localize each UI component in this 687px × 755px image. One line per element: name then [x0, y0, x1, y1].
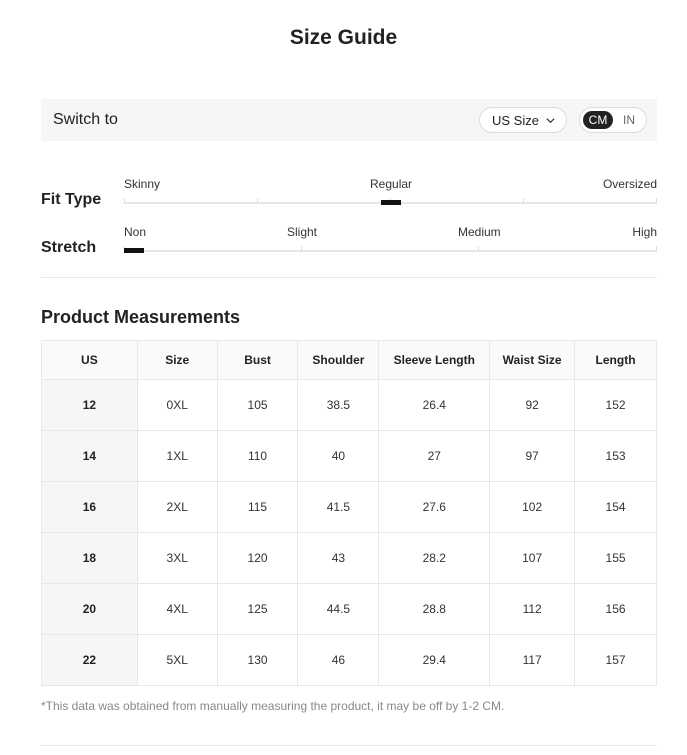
table-cell: 125: [217, 584, 298, 635]
fit-type-marker: [381, 200, 401, 205]
table-cell: 3XL: [137, 533, 217, 584]
table-cell: 157: [575, 635, 657, 686]
switch-bar: [41, 99, 657, 141]
table-row: [42, 635, 657, 686]
fit-option-skinny: Skinny: [124, 177, 161, 191]
table-cell: 130: [217, 635, 298, 686]
table-cell: 155: [575, 533, 657, 584]
table-cell: 2XL: [137, 482, 217, 533]
table-cell: 41.5: [298, 482, 379, 533]
table-cell: 102: [490, 482, 575, 533]
size-system-value: US Size: [492, 112, 539, 128]
table-cell: 107: [490, 533, 575, 584]
header-size: Size: [137, 341, 217, 380]
header-us: US: [42, 341, 138, 380]
table-row: [42, 431, 657, 482]
table-cell: 105: [217, 380, 298, 431]
table-cell: 153: [575, 431, 657, 482]
stretch-option-non: Non: [124, 225, 147, 239]
header-shoulder: Shoulder: [298, 341, 379, 380]
table-row: [42, 584, 657, 635]
table-row: [42, 482, 657, 533]
table-cell: 38.5: [298, 380, 379, 431]
fit-type-label: Fit Type: [41, 191, 102, 208]
unit-option-in[interactable]: IN: [623, 113, 635, 127]
table-cell: 156: [575, 584, 657, 635]
stretch-label: Stretch: [41, 239, 97, 256]
measurement-note: *This data was obtained from manually measuring the product, it may be off by 1-2 CM.: [41, 699, 505, 713]
unit-toggle: [579, 107, 647, 133]
table-cell: 152: [575, 380, 657, 431]
table-cell: 1XL: [137, 431, 217, 482]
table-cell: 43: [298, 533, 379, 584]
table-cell: 28.2: [379, 533, 490, 584]
table-cell: 117: [490, 635, 575, 686]
fit-type-scale: [41, 175, 657, 215]
table-cell: 44.5: [298, 584, 379, 635]
table-cell: 4XL: [137, 584, 217, 635]
table-cell: 29.4: [379, 635, 490, 686]
table-cell: 40: [298, 431, 379, 482]
header-length: Length: [575, 341, 657, 380]
measurements-table: [41, 340, 657, 686]
table-row: [42, 533, 657, 584]
table-row: [42, 380, 657, 431]
table-cell: 5XL: [137, 635, 217, 686]
header-waist-size: Waist Size: [490, 341, 575, 380]
table-cell-us: 12: [42, 380, 138, 431]
unit-option-cm[interactable]: CM: [583, 111, 613, 129]
header-sleeve-length: Sleeve Length: [379, 341, 490, 380]
table-cell: 115: [217, 482, 298, 533]
divider: [41, 277, 657, 278]
table-cell-us: 16: [42, 482, 138, 533]
stretch-option-medium: Medium: [458, 225, 501, 239]
chevron-down-icon: [545, 115, 556, 126]
table-cell: 120: [217, 533, 298, 584]
table-cell: 26.4: [379, 380, 490, 431]
stretch-track: [124, 250, 657, 252]
table-cell: 27.6: [379, 482, 490, 533]
divider: [41, 745, 657, 746]
table-cell: 46: [298, 635, 379, 686]
stretch-scale: [41, 223, 657, 263]
table-cell-us: 14: [42, 431, 138, 482]
stretch-option-slight: Slight: [287, 225, 318, 239]
table-header-row: [42, 341, 657, 380]
table-cell: 0XL: [137, 380, 217, 431]
table-cell: 97: [490, 431, 575, 482]
table-cell-us: 20: [42, 584, 138, 635]
table-cell: 154: [575, 482, 657, 533]
table-cell: 112: [490, 584, 575, 635]
table-cell-us: 18: [42, 533, 138, 584]
page-title: Size Guide: [289, 26, 398, 49]
size-system-dropdown[interactable]: [479, 107, 567, 133]
stretch-marker: [124, 248, 144, 253]
table-cell: 27: [379, 431, 490, 482]
switch-label: Switch to: [53, 111, 118, 128]
table-cell: 110: [217, 431, 298, 482]
table-cell: 28.8: [379, 584, 490, 635]
table-cell-us: 22: [42, 635, 138, 686]
header-bust: Bust: [217, 341, 298, 380]
table-cell: 92: [490, 380, 575, 431]
fit-option-regular: Regular: [370, 177, 413, 191]
measurements-title: Product Measurements: [41, 307, 241, 327]
fit-option-oversized: Oversized: [602, 177, 657, 191]
stretch-option-high: High: [632, 225, 657, 239]
